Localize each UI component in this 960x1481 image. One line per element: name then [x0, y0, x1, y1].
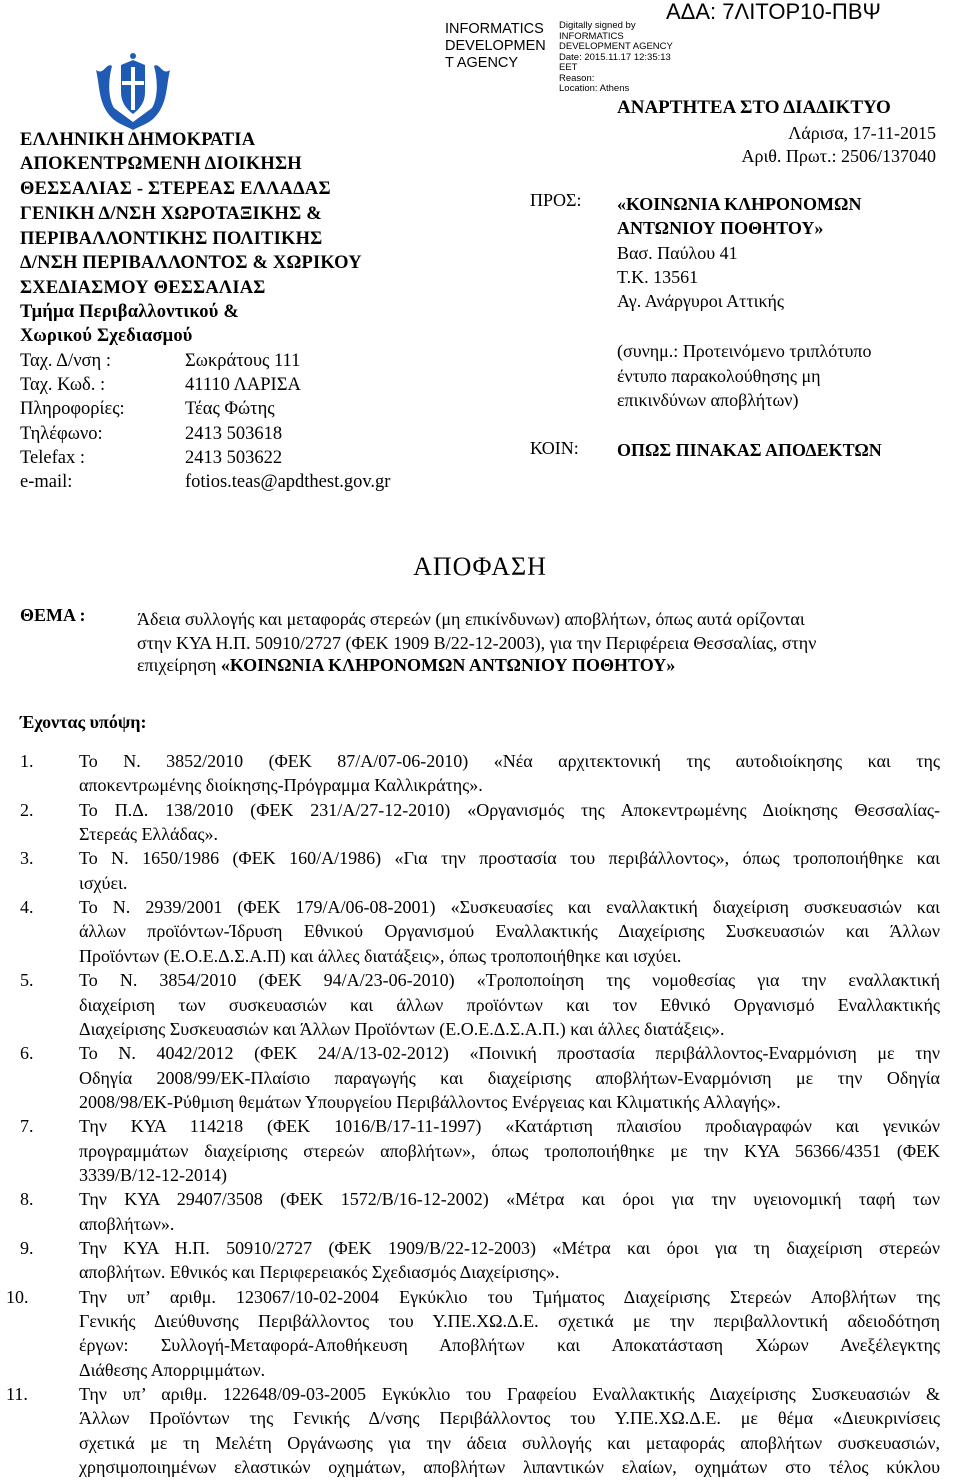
- list-item-number: 4.: [20, 897, 34, 918]
- decision-title: ΑΠΟΦΑΣΗ: [413, 552, 547, 581]
- list-item-line: άλλων προϊόντων-Ίδρυση Εθνικού Οργανισμού Εναλλακτικής Διαχείρισης Συσκευασιών και Άλλων: [79, 921, 940, 942]
- signature-org-line: T AGENCY: [445, 55, 519, 71]
- recipient-address: Βασ. Παύλου 41: [617, 243, 738, 263]
- list-item-line: Την υπ’ αριθμ. 123067/10-02-2004 Εγκύκλιο του Τμήματος Διαχείρισης Στερεών Αποβλήτων της: [79, 1286, 940, 1307]
- list-item-line: Άλλων Προϊόντων της Γενικής Δ/νσης Περιβάλλοντος του Υ.ΠΕ.ΧΩ.Δ.Ε. με θέμα «Διευκρινίσεις: [79, 1408, 940, 1429]
- info-value: Σωκράτους 111: [185, 351, 301, 371]
- list-item-line: 3339/Β/12-12-2014): [79, 1164, 227, 1185]
- info-value: 2413 503618: [185, 424, 283, 444]
- cc-label: ΚΟΙΝ:: [530, 438, 579, 458]
- signature-meta-line: DEVELOPMENT AGENCY: [559, 41, 673, 52]
- subject-prefix: επιχείρηση: [137, 655, 221, 675]
- attachment-note: επικινδύνων αποβλήτων): [617, 390, 799, 410]
- list-item-line: έργων: Συλλογή-Μεταφορά-Αποθήκευση Αποβλήτων και Αποκατάσταση Χώρων Ανεξέλεγκτης: [79, 1335, 940, 1356]
- info-label: Ταχ. Κωδ. :: [20, 375, 106, 395]
- sender-line: Δ/ΝΣΗ ΠΕΡΙΒΑΛΛΟΝΤΟΣ & ΧΩΡΙΚΟΥ: [20, 253, 362, 273]
- info-label: Τηλέφωνο:: [20, 424, 103, 444]
- protocol-number: Αριθ. Πρωτ.: 2506/137040: [741, 146, 936, 166]
- cc-value: ΟΠΩΣ ΠΙΝΑΚΑΣ ΑΠΟΔΕΚΤΩΝ: [617, 440, 882, 460]
- list-item-number: 5.: [20, 970, 34, 991]
- list-item-line: Γενικής Διεύθυνσης Περιβάλλοντος του Υ.ΠΕ.ΧΩ.Δ.Ε. σχετικά με την περιβαλλοντική αδειοδότηση: [79, 1311, 940, 1332]
- document-date: Λάρισα, 17-11-2015: [788, 123, 936, 143]
- list-item-line: Στερεάς Ελλάδας».: [79, 824, 218, 845]
- subject-line: Άδεια συλλογής και μεταφοράς στερεών (μη επικίνδυνων) αποβλήτων, όπως αυτά ορίζονται: [137, 609, 805, 629]
- list-item-line: αποβλήτων».: [79, 1213, 175, 1234]
- list-item-line: Προϊόντων (Ε.Ο.Ε.Δ.Σ.Α.Π) και άλλες διατάξεις», όπως τροποποιήθηκε και ισχύει.: [79, 945, 682, 966]
- signature-meta-line: EET: [559, 62, 578, 73]
- email-address[interactable]: fotios.teas@apdthest.gov.gr: [185, 472, 391, 492]
- list-item-number: 2.: [20, 799, 34, 820]
- list-item-number: 7.: [20, 1116, 34, 1137]
- list-item-number: 11.: [6, 1384, 28, 1405]
- subject-last-line: [137, 655, 675, 676]
- list-item-line: 2008/98/ΕΚ-Ρύθμιση θεμάτων Υπουργείου Περιβάλλοντος Ενέργειας και Κλιματικής Αλλαγής».: [79, 1091, 781, 1112]
- info-label: Telefax :: [20, 448, 85, 468]
- list-item-line: Το Ν. 1650/1986 (ΦΕΚ 160/Α/1986) «Για την προστασία του περιβάλλοντος», όπως τροποποιήθηκε και: [79, 848, 940, 869]
- attachment-note: (συνημ.: Προτεινόμενο τριπλότυπο: [617, 341, 872, 361]
- ada-code: ΑΔΑ: 7ΛΙΤΟΡ10-ΠΒΨ: [666, 0, 881, 24]
- signature-details: [559, 21, 673, 95]
- signature-org-line: DEVELOPMEN: [445, 38, 546, 54]
- list-item-number: 3.: [20, 848, 34, 869]
- list-item-number: 8.: [20, 1189, 34, 1210]
- list-item-number: 1.: [20, 751, 34, 771]
- sender-line: ΕΛΛΗΝΙΚΗ ΔΗΜΟΚΡΑΤΙΑ: [20, 130, 256, 150]
- list-item-line: ισχύει.: [79, 872, 128, 893]
- recipient-name: ΑΝΤΩΝΙΟΥ ΠΟΘΗΤΟΥ»: [617, 218, 824, 238]
- list-item-line: αποβλήτων. Εθνικός και Περιφερειακός Σχεδιασμός Διαχείρισης».: [79, 1262, 560, 1283]
- info-value: 2413 503622: [185, 448, 283, 468]
- signature-meta-line: Reason:: [559, 72, 595, 84]
- list-item-line: Το Ν. 4042/2012 (ΦΕΚ 24/Α/13-02-2012) «Ποινική προστασία περιβάλλοντος-Εναρμόνιση με την: [79, 1043, 940, 1064]
- list-item-number: 6.: [20, 1043, 34, 1064]
- list-item-line: σχετικά με τη Μελέτη Οργάνωσης για την άδεια συλλογής και μεταφοράς αποβλήτων συσκευασιών,: [79, 1432, 940, 1453]
- attachment-note: έντυπο παρακολούθησης μη: [617, 366, 821, 386]
- list-item-line: διαχείριση των συσκευασιών και άλλων προϊόντων και τον Εθνικό Οργανισμό Εναλλακτικής: [79, 994, 940, 1015]
- sender-line: ΘΕΣΣΑΛΙΑΣ - ΣΤΕΡΕΑΣ ΕΛΛΑΔΑΣ: [20, 179, 331, 199]
- list-item-line: Το Ν. 3852/2010 (ΦΕΚ 87/Α/07-06-2010) «Νέα αρχιτεκτονική της αυτοδιοίκησης και της: [79, 751, 940, 771]
- info-label: Ταχ. Δ/νση :: [20, 351, 111, 371]
- recipient-address: Τ.Κ. 13561: [617, 267, 699, 287]
- sender-line: Τμήμα Περιβαλλοντικού &: [20, 302, 239, 322]
- info-value: Τέας Φώτης: [185, 399, 275, 419]
- subject-line: στην ΚΥΑ Η.Π. 50910/2727 (ΦΕΚ 1909 Β/22-12-2003), για την Περιφέρεια Θεσσαλίας, στην: [137, 633, 817, 653]
- info-label: Πληροφορίες:: [20, 399, 125, 419]
- list-item-number: 10.: [6, 1286, 29, 1307]
- list-item-line: Την ΚΥΑ Η.Π. 50910/2727 (ΦΕΚ 1909/Β/22-12-2003) «Μέτρα και όροι για τη διαχείριση στερεών: [79, 1238, 940, 1258]
- list-item-line: Το Ν. 3854/2010 (ΦΕΚ 94/Α/23-06-2010) «Τροποποίηση της νομοθεσίας για την εναλλακτική: [79, 970, 940, 991]
- list-item-line: Οδηγία 2008/99/ΕΚ-Πλαίσιο παραγωγής και διαχείρισης αποβλήτων-Εναρμόνιση με την Οδηγία: [79, 1067, 940, 1088]
- list-item-line: Το Ν. 2939/2001 (ΦΕΚ 179/Α/06-08-2001) «Συσκευασίες και εναλλακτική διαχείριση συσκευασιών και: [79, 897, 940, 918]
- signature-organization: [445, 21, 546, 72]
- list-item-line: Την ΚΥΑ 114218 (ΦΕΚ 1016/Β/17-11-1997) «Κατάρτιση πλαισίου προδιαγραφών και γενικών: [79, 1116, 940, 1137]
- list-item-line: Το Π.Δ. 138/2010 (ΦΕΚ 231/Α/27-12-2010) «Οργανισμός της Αποκεντρωμένης Διοίκησης Θεσσαλίας-: [79, 799, 940, 820]
- signature-meta-line: Digitally signed by: [559, 20, 636, 31]
- info-value: 41110 ΛΑΡΙΣΑ: [185, 375, 301, 395]
- signature-meta-line: Location: Athens: [559, 83, 630, 94]
- recipient-label: ΠΡΟΣ:: [530, 190, 582, 210]
- subject-company: «ΚΟΙΝΩΝΙΑ ΚΛΗΡΟΝΟΜΩΝ ΑΝΤΩΝΙΟΥ ΠΟΘΗΤΟΥ»: [220, 655, 676, 675]
- list-item-line: Διαχείρισης Συσκευασιών και Άλλων Προϊόντων (Ε.Ο.Ε.Δ.Σ.Α.Π.) και άλλες διατάξεις».: [79, 1018, 725, 1039]
- sender-line: ΓΕΝΙΚΗ Δ/ΝΣΗ ΧΩΡΟΤΑΞΙΚΗΣ &: [20, 204, 322, 224]
- list-item-line: χρησιμοποιημένων ελαστικών οχημάτων, αποβλήτων λιπαντικών ελαίων, οχημάτων στο τέλος κύκλου: [79, 1457, 940, 1478]
- sender-line: ΑΠΟΚΕΝΤΡΩΜΕΝΗ ΔΙΟΙΚΗΣΗ: [20, 154, 302, 174]
- greek-coat-of-arms-icon: [88, 52, 178, 132]
- considering-heading: Έχοντας υπόψη:: [20, 712, 147, 732]
- signature-meta-line: Date: 2015.11.17 12:35:13: [559, 51, 671, 63]
- signature-org-line: INFORMATICS: [445, 21, 544, 37]
- recipient-address: Αγ. Ανάργυροι Αττικής: [617, 291, 785, 311]
- list-item-line: Διάθεσης Απορριμμάτων.: [79, 1359, 266, 1380]
- sender-line: ΠΕΡΙΒΑΛΛΟΝΤΙΚΗΣ ΠΟΛΙΤΙΚΗΣ: [20, 229, 323, 249]
- recipient-name: «ΚΟΙΝΩΝΙΑ ΚΛΗΡΟΝΟΜΩΝ: [617, 194, 862, 214]
- list-item-number: 9.: [20, 1238, 34, 1258]
- list-item-line: προγραμμάτων διαχείρισης στερεών αποβλήτων», όπως τροποποιήθηκε με την ΚΥΑ 56366/4351 (ΦΕΚ: [79, 1140, 940, 1161]
- sender-line: Χωρικού Σχεδιασμού: [20, 326, 193, 346]
- signature-meta-line: INFORMATICS: [559, 30, 624, 42]
- list-item-line: Την υπ’ αριθμ. 122648/09-03-2005 Εγκύκλιο του Γραφείου Εναλλακτικής Διαχείρισης Συσκευασιών &: [79, 1384, 940, 1405]
- subject-label: ΘΕΜΑ :: [20, 605, 86, 625]
- posting-notice: ΑΝΑΡΤΗΤΕΑ ΣΤΟ ΔΙΑΔΙΚΤΥΟ: [617, 97, 891, 118]
- sender-line: ΣΧΕΔΙΑΣΜΟΥ ΘΕΣΣΑΛΙΑΣ: [20, 278, 266, 298]
- list-item-line: Την ΚΥΑ 29407/3508 (ΦΕΚ 1572/Β/16-12-2002) «Μέτρα και όροι για την υγειονομική ταφή των: [79, 1189, 940, 1210]
- info-label: e-mail:: [20, 472, 73, 492]
- list-item-line: αποκεντρωμένης διοίκησης-Πρόγραμμα Καλλικράτης».: [79, 775, 483, 796]
